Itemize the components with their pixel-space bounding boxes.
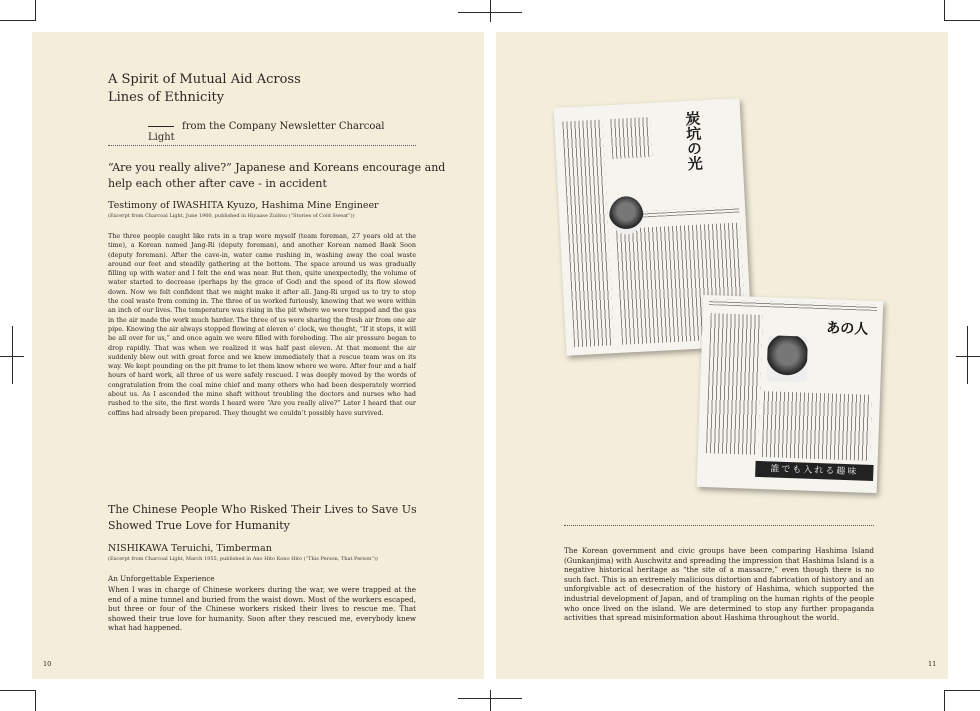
source-text: from the Company Newsletter Charcoal Light (148, 121, 385, 143)
article2-body: When I was in charge of Chinese workers during the war, we were trapped at the end of a mine tunnel and buried from the waist down. Most of the workers escaped, but three or four of the Chinese workers risked their lives to rescue me. That showed their true love for humanity. Soon after they rescued me, everybody knew what had happened. (108, 585, 416, 633)
article1-heading-line-1: “Are you really alive?” Japanese and Koreans encourage and (108, 161, 446, 174)
portrait-photo (766, 335, 808, 382)
title-line-2: Lines of Ethnicity (108, 90, 225, 105)
page-number-left: 10 (43, 660, 52, 668)
crop-mark (944, 690, 945, 711)
article2-citation: (Excerpt from Charcoal Light, March 1955, published in Ano Hito Kono Hito (“This Person, That Person”)) (108, 556, 378, 562)
clipping-header-rule (709, 299, 877, 311)
crop-mark (944, 0, 945, 20)
crop-mark (35, 0, 36, 20)
crop-mark (35, 690, 36, 711)
article1-citation: (Excerpt from Charcoal Light, June 1960, published in Hiyaase Zuiitsu (“Stories of Cold Sweat”)) (108, 213, 355, 219)
clipping-banner: 誰でも入れる趣味 (755, 461, 873, 481)
source-dash (148, 126, 174, 127)
crop-mark (967, 326, 968, 384)
article1-heading-line-2: help each other after cave - in accident (108, 177, 327, 190)
crop-mark (0, 690, 36, 691)
clipping-text-column (706, 313, 763, 455)
page-title (108, 71, 301, 107)
clipping-text-column (610, 117, 652, 159)
clipping-text-column (762, 391, 872, 461)
clipping-masthead: 炭坑の光 (682, 110, 705, 172)
crop-mark (490, 690, 491, 711)
article2-heading (108, 502, 417, 534)
page-number-right: 11 (928, 660, 937, 668)
divider (564, 525, 874, 526)
right-page-body: The Korean government and civic groups have been comparing Hashima Island (Gunkanjima) with Auschwitz and spreading the impression that Hashima Island is a negative historical heritage as “the site of a massacre,” even though there is no such fact. This is an extremely malicious distortion and fabrication of history and an unforgivable act of desecration of the history of Hashima, which supported the industrial development of Japan, and of trampling on the human rights of the people who once lived on the island. We are determined to stop any further propaganda activities that spread misinformation about Hashima throughout the world. (564, 546, 874, 623)
article1-heading (108, 160, 445, 192)
newspaper-clipping-2 (697, 295, 884, 493)
clipping-text-column (562, 120, 614, 348)
article2-subheading: An Unforgettable Experience (108, 574, 215, 583)
article2-testimony: NISHIKAWA Teruichi, Timberman (108, 543, 272, 554)
crop-mark (0, 20, 36, 21)
article2-heading-line-1: The Chinese People Who Risked Their Lives to Save Us (108, 503, 417, 516)
crop-mark (944, 690, 980, 691)
crop-mark (490, 0, 491, 22)
source-line (148, 121, 414, 143)
divider (108, 145, 416, 146)
crop-mark (956, 356, 980, 357)
crop-mark (12, 326, 13, 384)
title-line-1: A Spirit of Mutual Aid Across (108, 72, 301, 87)
clipping-heading: あの人 (826, 320, 869, 338)
article1-body: The three people caught like rats in a trap were myself (team foreman, 27 years old at the time), a Korean named Jang-Ri (deputy foreman), and another Korean named Baek Soon (deputy foreman). After the cave-in, water came rushing in, washing away the coal waste around our feet and steadily gathering at the bottom. The space around us was gradually filling up with water and I felt the end was near. But then, quite unexpectedly, the volume of water started to decrease (perhaps by the grace of God) and the speed of its flow slowed down. Now we felt confident that we might make it after all. Jang-Ri urged us to try to stop the coal waste from coming in. The three of us worked furiously, knowing that we were within an inch of our lives. The temperature was rising in the pit where we were trapped and the gas in the air made the work much harder. The three of us were sharing the fresh air from one air pipe. Knowing the air always stopped flowing at eleven o’ clock, we thought, “If it stops, it will be all over for us,” and once again we were filled with foreboding. The air pressure began to drop rapidly. That was when we realized it was half past eleven. At that moment the air suddenly blew out with great force and we knew immediately that a rescue team was on its way. We kept pounding on the pit frame to let them know where we were. After four and a half hours of hard work, all three of us were safely rescued. I was deeply moved by the words of congratulation from the coal mine chief and many others who had been desperately worried about us. As I ascended the mine shaft without troubling the doctors and nurses who had rushed to the site, the first words I heard were “Are you really alive?” Later I heard that our coffins had already been prepared. They thought we couldn’t possibly have survived. (108, 232, 416, 417)
article1-testimony: Testimony of IWASHITA Kyuzo, Hashima Mine Engineer (108, 200, 379, 211)
article2-heading-line-2: Showed True Love for Humanity (108, 519, 290, 532)
crop-mark (944, 20, 980, 21)
